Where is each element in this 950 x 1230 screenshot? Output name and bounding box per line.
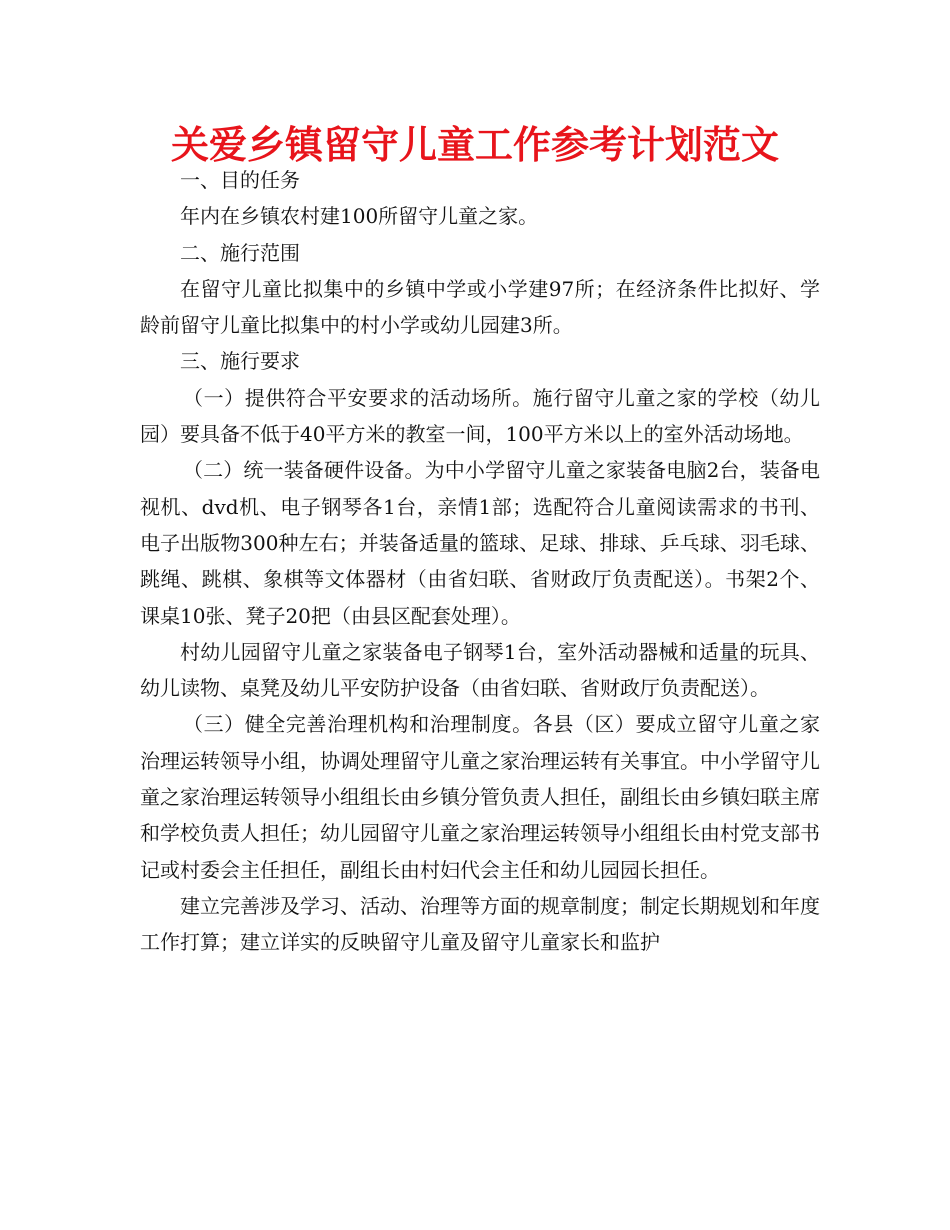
paragraph: （三）健全完善治理机构和治理制度。各县（区）要成立留守儿童之家治理运转领导小组，协调处理留守儿童之家治理运转有关事宜。中小学留守儿童之家治理运转领导小组组长由乡镇分管负责人担任，副组长由乡镇妇联主席和学校负责人担任；幼儿园留守儿童之家治理运转领导小组组长由村党支部书记或村委会主任担任，副组长由村妇代会主任和幼儿园园长担任。 [140, 712, 820, 882]
section-heading-requirements: 三、施行要求 [180, 349, 300, 374]
section-heading-goal: 一、目的任务 [180, 168, 300, 192]
paragraph: 在留守儿童比拟集中的乡镇中学或小学建97所；在经济条件比拟好、学龄前留守儿童比拟集中的村小学或幼儿园建3所。 [140, 276, 820, 338]
paragraph: （一）提供符合平安要求的活动场所。施行留守儿童之家的学校（幼儿园）要具备不低于40平方米的教室一间，100平方米以上的室外活动场地。 [140, 385, 820, 447]
paragraph: 村幼儿园留守儿童之家装备电子钢琴1台，室外活动器械和适量的玩具、幼儿读物、桌凳及幼儿平安防护设备（由省妇联、省财政厅负责配送）。 [140, 639, 820, 701]
paragraph: （二）统一装备硬件设备。为中小学留守儿童之家装备电脑2台，装备电视机、dvd机、电子钢琴各1台，亲情1部；选配符合儿童阅读需求的书刊、电子出版物300种左右；并装备适量的篮球、足球、排球、乒乓球、羽毛球、跳绳、跳棋、象棋等文体器材（由省妇联、省财政厅负责配送）。书架2个、课桌10张、凳子20把（由县区配套处理）。 [140, 458, 820, 628]
document-title: 关爱乡镇留守儿童工作参考计划范文 [170, 123, 779, 167]
paragraph: 年内在乡镇农村建100所留守儿童之家。 [180, 204, 539, 229]
section-heading-scope: 二、施行范围 [180, 240, 300, 265]
document-body [140, 162, 820, 961]
paragraph: 建立完善涉及学习、活动、治理等方面的规章制度；制定长期规划和年度工作打算；建立详实的反映留守儿童及留守儿童家长和监护 [140, 893, 820, 955]
